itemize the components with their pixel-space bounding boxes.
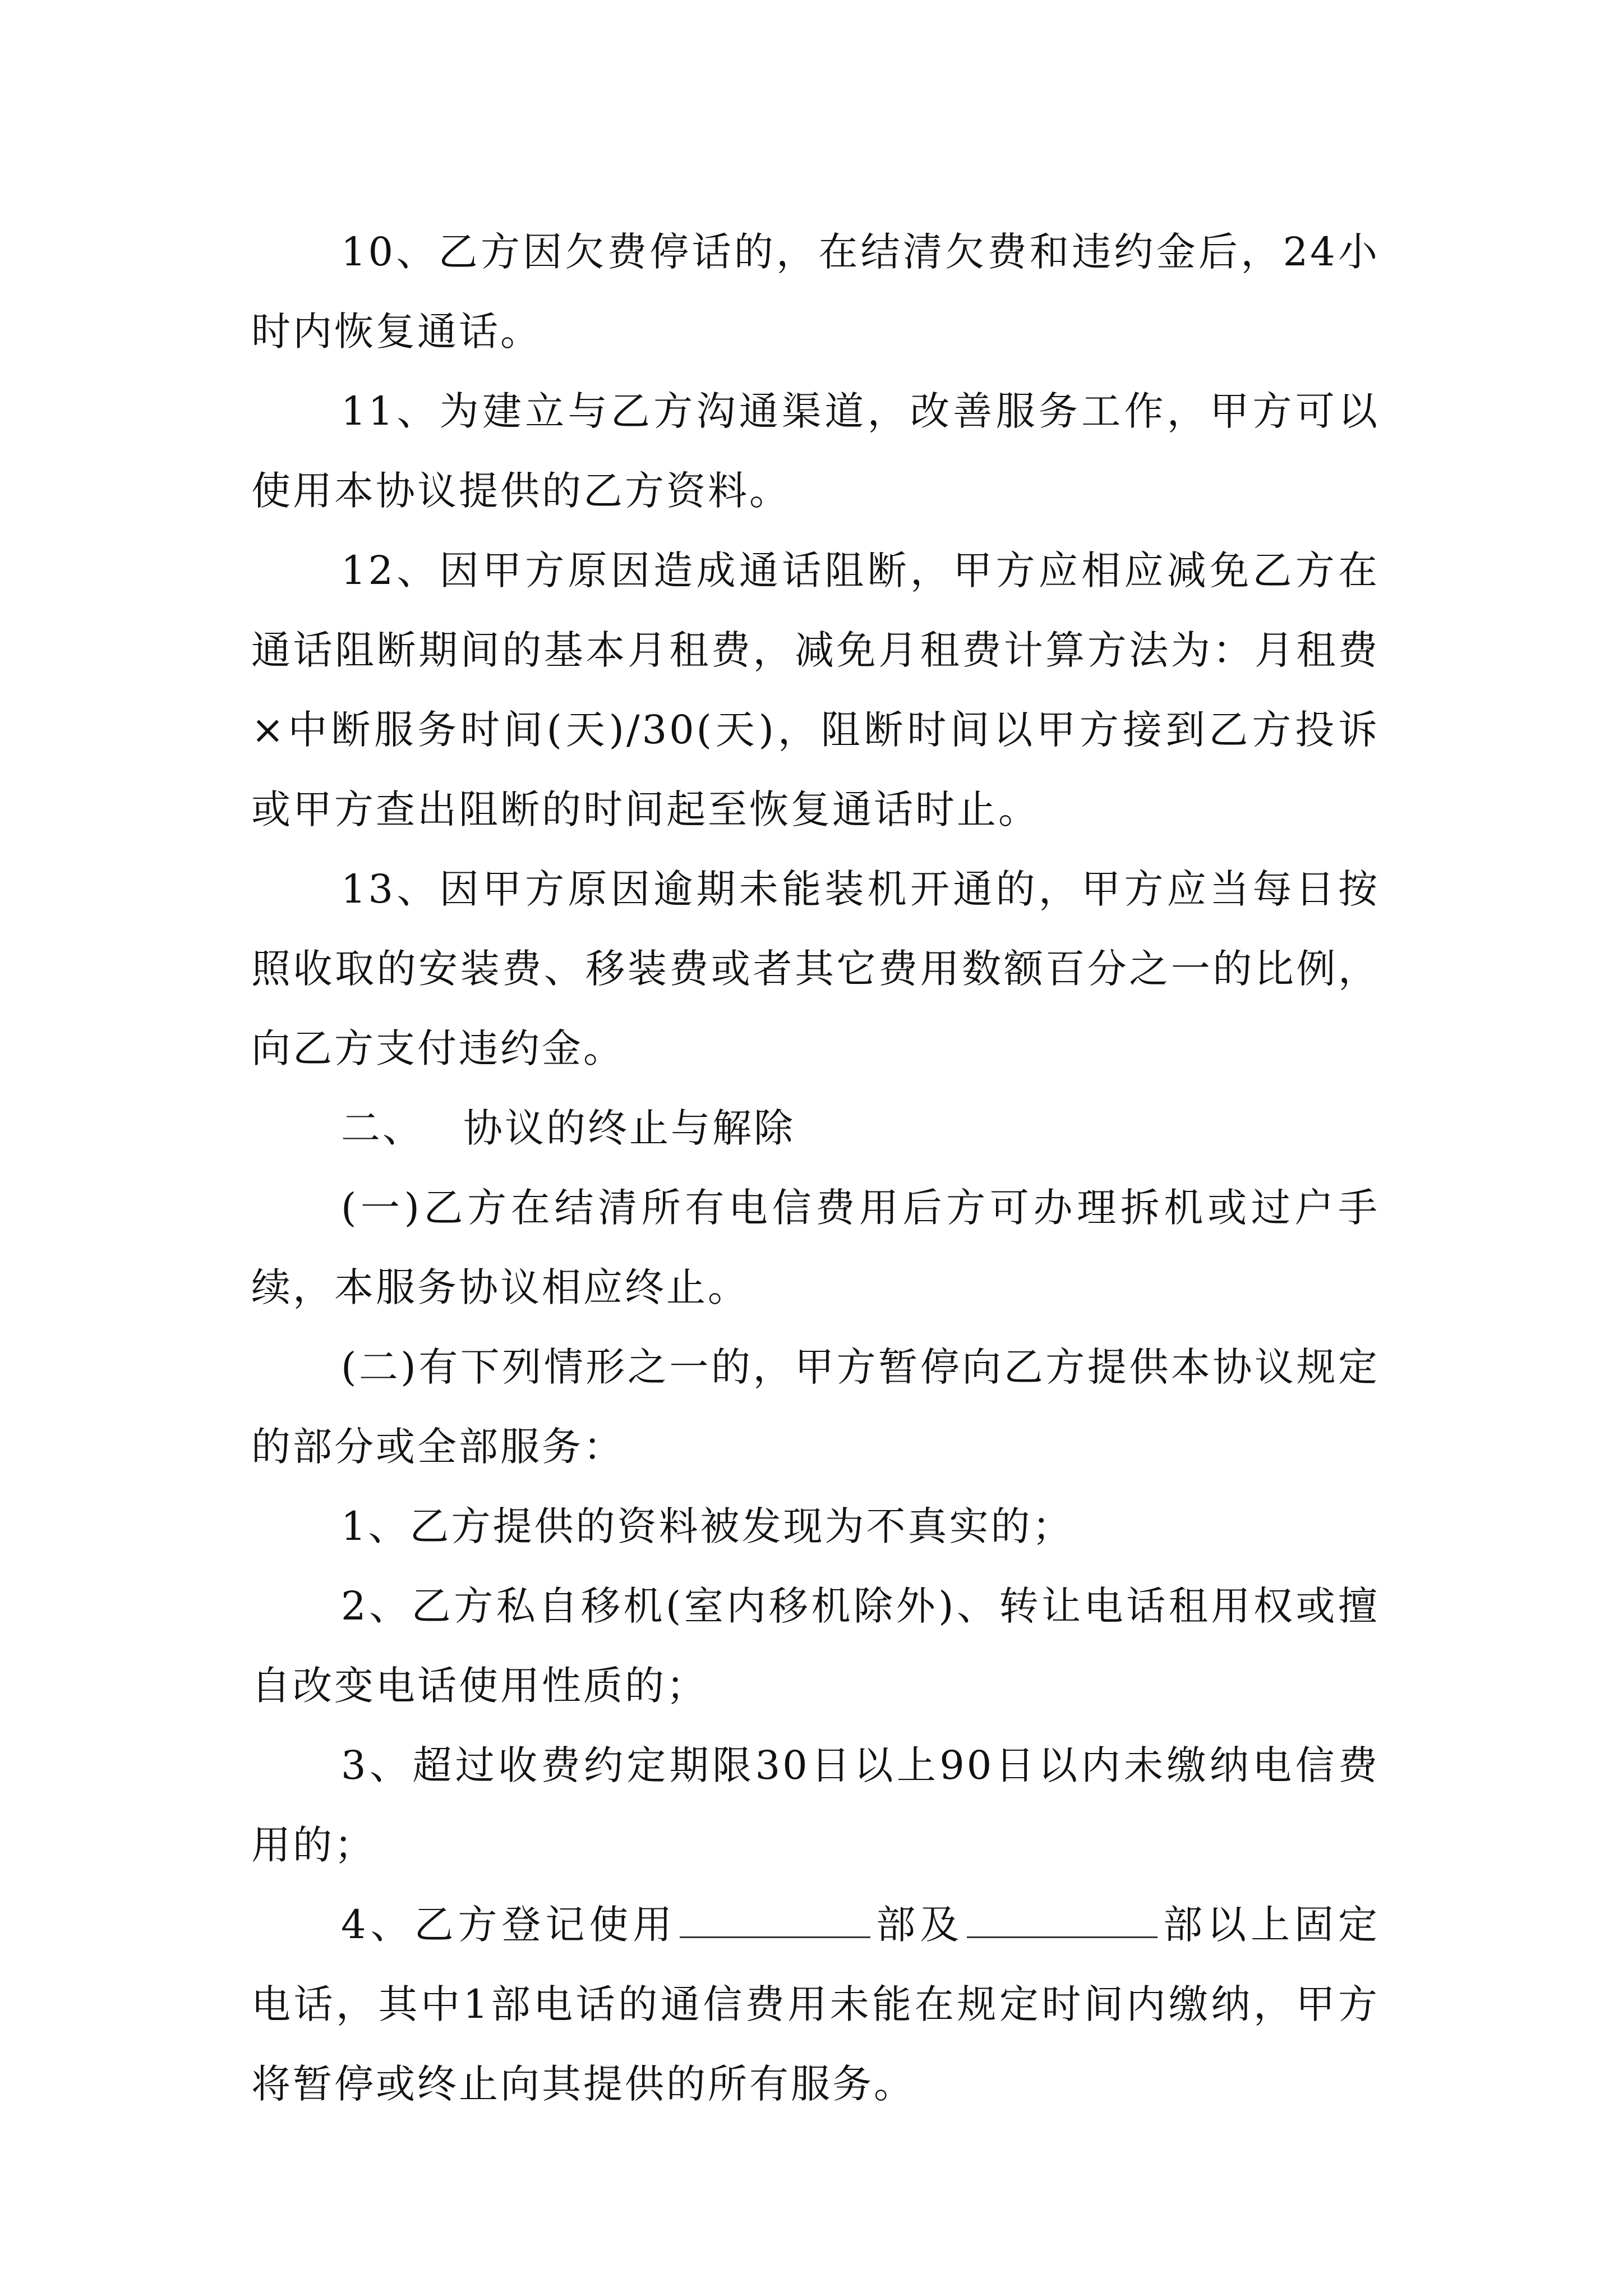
clause-13: 13、因甲方原因逾期未能装机开通的，甲方应当每日按照收取的安装费、移装费或者其它费用数额百分之一的比例，向乙方支付违约金。 — [251, 866, 1380, 1071]
suspension-item-1: 1、乙方提供的资料被发现为不真实的； — [341, 1503, 1074, 1549]
suspension-item-2: 2、乙方私自移机(室内移机除外)、转让电话租用权或擅自改变电话使用性质的； — [251, 1583, 1380, 1709]
clause-suspension-2: (二)有下列情形之一的，甲方暂停向乙方提供本协议规定的部分或全部服务： — [251, 1344, 1380, 1470]
section-number: 二、 — [341, 1105, 424, 1151]
blank-line-2 — [967, 1903, 1158, 1938]
item-4-prefix: 4、乙方登记使用 — [341, 1902, 677, 1948]
section-heading-termination — [251, 1088, 1380, 1168]
clause-11: 11、为建立与乙方沟通渠道，改善服务工作，甲方可以使用本协议提供的乙方资料。 — [251, 388, 1380, 514]
item-4-middle: 部及 — [874, 1902, 964, 1948]
blank-line-1 — [680, 1903, 870, 1938]
document-body — [251, 212, 1380, 2124]
clause-termination-1: (一)乙方在结清所有电信费用后方可办理拆机或过户手续，本服务协议相应终止。 — [251, 1185, 1380, 1310]
item-4-suffix: 部以上固定电话，其中1部电话的通信费用未能在规定时间内缴纳，甲方将暂停或终止向其提供的所有服务。 — [251, 1902, 1380, 2107]
suspension-item-4 — [251, 1885, 1380, 2124]
clause-10: 10、乙方因欠费停话的，在结清欠费和违约金后，24小时内恢复通话。 — [251, 229, 1380, 355]
section-title: 协议的终止与解除 — [463, 1105, 795, 1151]
clause-12: 12、因甲方原因造成通话阻断，甲方应相应减免乙方在通话阻断期间的基本月租费，减免月租费计算方法为：月租费×中断服务时间(天)/30(天)，阻断时间以甲方接到乙方投诉或甲方查出阻断的时间起至恢复通话时止。 — [251, 547, 1380, 832]
suspension-item-3: 3、超过收费约定期限30日以上90日以内未缴纳电信费用的； — [251, 1742, 1380, 1868]
